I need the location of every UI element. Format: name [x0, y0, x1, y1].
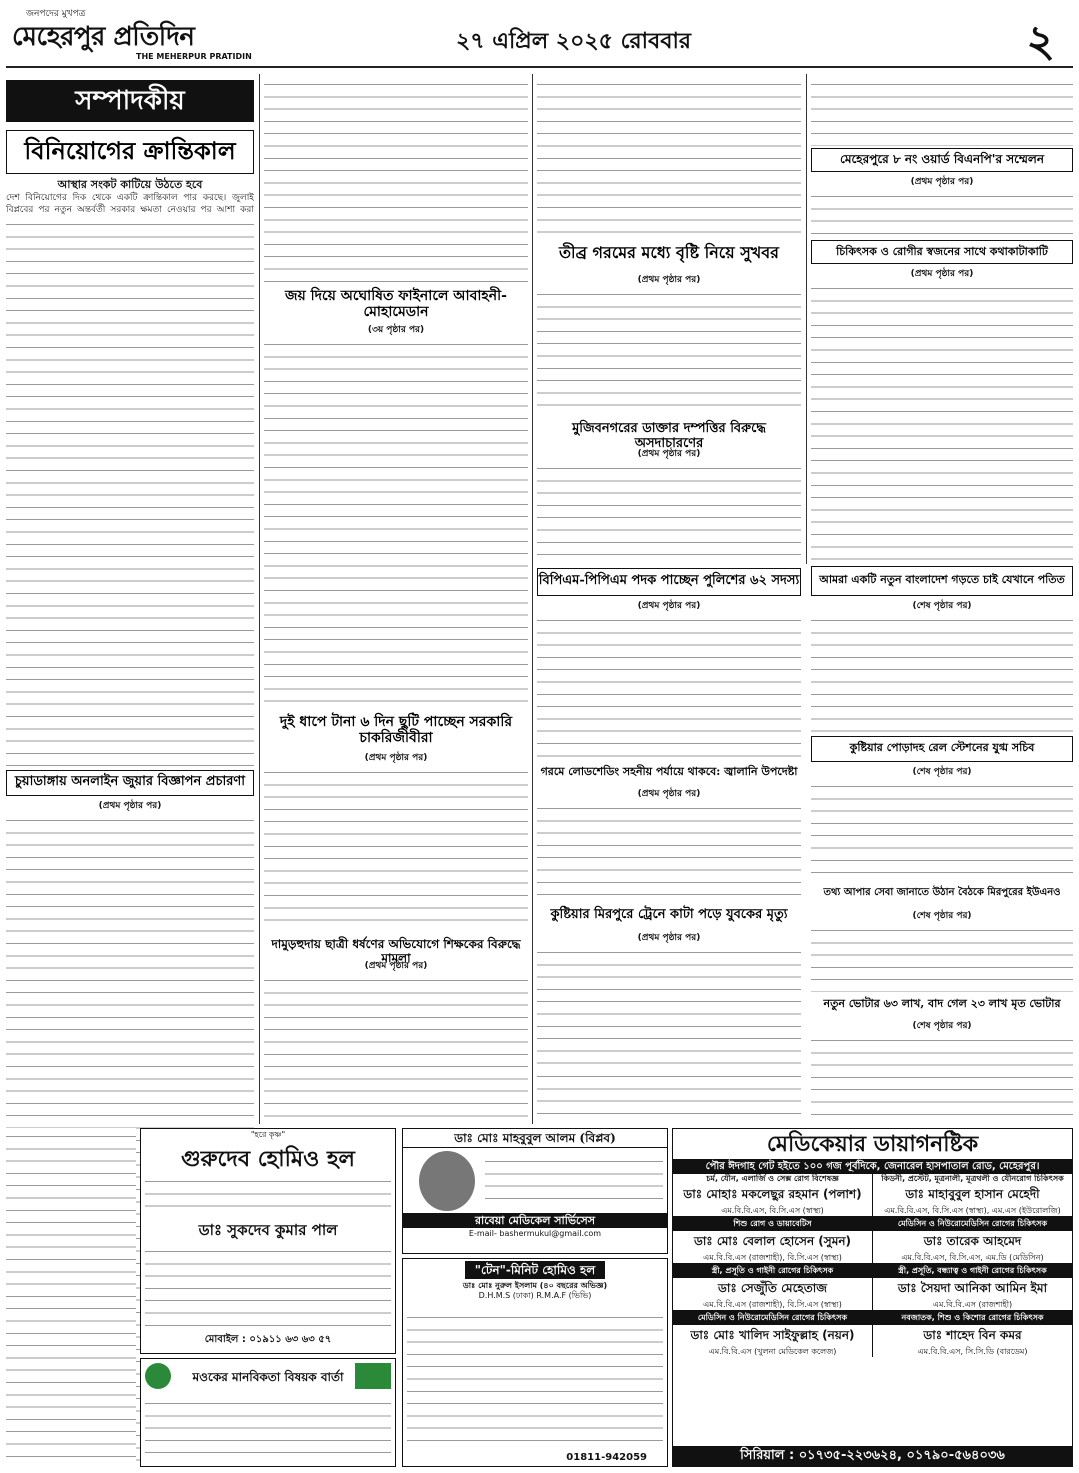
continued-note: (শেষ পৃষ্ঠার পর) — [912, 1021, 972, 1031]
ad-address: পৌর ঈদগাহ গেট হইতে ১০০ গজ পূর্বদিকে, জেনারেল হাসপাতাল রোড, মেহেরপুর। — [673, 1159, 1072, 1174]
article-body — [537, 1068, 801, 1124]
doctor-card: মেডিসিন ও নিউরোমেডিসিন রোগের চিকিৎসক ডাঃ মোঃ খালিদ সাইফুল্লাহ (নয়ন) এম.বি.বি.এস (খুলনা মেডিকেল কলেজ) — [673, 1310, 873, 1357]
headline-box — [811, 240, 1073, 264]
ad-email: E-mail- bashermukul@gmail.com — [468, 1229, 602, 1238]
medicare-diagnostic-ad — [672, 1128, 1073, 1467]
article-body — [6, 1128, 136, 1468]
article-body — [264, 972, 528, 1122]
ad-title: মেডিকেয়ার ডায়াগনষ্টিক — [766, 1131, 979, 1157]
page-number: ২ — [1026, 16, 1055, 67]
headline-box — [264, 934, 528, 965]
newspaper-name-en: THE MEHERPUR PRATIDIN — [136, 52, 252, 61]
headline: নতুন ভোটার ৬৩ লাখ, বাদ গেল ২৩ লাখ মৃত ভোটার — [823, 997, 1061, 1010]
article-body — [537, 460, 801, 564]
headline-box — [811, 148, 1073, 172]
newspaper-name: মেহেরপুর প্রতিদিন — [12, 22, 195, 52]
headline: মেহেরপুরে ৮ নং ওয়ার্ড বিএনপি'র সম্মেলন — [839, 152, 1045, 166]
continued-note: (প্রথম পৃষ্ঠার পর) — [364, 753, 428, 763]
editorial-banner: সম্পাদকীয় — [6, 80, 254, 124]
continued-note: (শেষ পৃষ্ঠার পর) — [912, 911, 972, 921]
ad-title: মওকের মানবিকতা বিষয়ক বার্তা — [192, 1370, 344, 1384]
headline-box — [537, 418, 801, 451]
article-body — [537, 286, 801, 414]
doctor-name: ডাঃ মোঃ মাহবুবুল আলম (বিপ্লব) — [403, 1129, 667, 1148]
continued-note: (৩য় পৃষ্ঠার পর) — [367, 325, 425, 335]
masthead-tagline: জনপদের মুখপত্র — [26, 9, 86, 19]
doctor-name: ডাঃ সুকদেব কুমার পাল — [198, 1221, 338, 1239]
ad-phone: 01811-942059 — [566, 1452, 647, 1463]
editorial-title: বিনিয়োগের ক্রান্তিকাল — [24, 136, 236, 165]
doctor-card: মেডিসিন ও নিউরোমেডিসিন রোগের চিকিৎসক ডাঃ তারেক আহমেদ এম.বি.বি.এস, বি.সি.এস, এম.ডি (মেডিসিন) — [873, 1216, 1072, 1263]
doctor-card: নবজাতক, শিশু ও কিশোর রোগের চিকিৎসক ডাঃ শাহেদ বিন কমর এম.বি.বি.এস, সি.সি.ডি (বারডেম) — [873, 1310, 1072, 1357]
masthead — [6, 4, 1073, 68]
headline: জয় দিয়ে অঘোষিত ফাইনালে আবাহনী-মোহামেডান — [285, 288, 507, 321]
mouk-ad — [140, 1358, 396, 1467]
gurudev-homeo-ad: "হরে কৃষ্ণ" গুরুদেব হোমিও হল ডাঃ সুকদেব কুমার পাল মোবাইল : ০১৯১১ ৬৩ ৬৩ ৫৭ — [140, 1128, 396, 1354]
continued-note: (প্রথম পৃষ্ঠার পর) — [637, 275, 701, 285]
headline-box — [537, 568, 801, 596]
continued-note: (প্রথম পৃষ্ঠার পর) — [910, 177, 974, 187]
continued-note: (প্রথম পৃষ্ঠার পর) — [910, 269, 974, 279]
doctor-photo — [419, 1151, 475, 1211]
headline: বিপিএম-পিপিএম পদক পাচ্ছেন পুলিশের ৬২ সদস্য — [538, 573, 800, 588]
headline-box — [264, 286, 528, 320]
headline: গরমে লোডশেডিং সহনীয় পর্যায়ে থাকবে: জ্বালানি উপদেষ্টা — [540, 765, 798, 778]
doctor-card: স্ত্রী, প্রসূতি, বন্ধ্যাত্ব ও গাইনী রোগের চিকিৎসক ডাঃ সৈয়দা আনিকা আমিন ইমা এম.বি.বি.এস (রাজশাহী) — [873, 1263, 1072, 1310]
issue-date: ২৭ এপ্রিল ২০২৫ রোববার — [456, 28, 691, 54]
editorial-lead: দেশ বিনিয়োগের দিক থেকে একটি ক্রান্তিকাল পার করছে। জুলাই বিপ্লবের পর নতুন অন্তর্বর্তী সরকার ক্ষমতা নেওয়ার পর আশা করা — [6, 193, 254, 216]
headline: কুষ্টিয়ার মিরপুরে ট্রেনে কাটা পড়ে যুবকের মৃত্যু — [550, 907, 788, 922]
article-body — [537, 612, 801, 760]
clinic-name: রাবেয়া মেডিকেল সার্ভিসেস — [403, 1213, 667, 1228]
continued-note: (প্রথম পৃষ্ঠার পর) — [364, 961, 428, 971]
doctor-card: শিশু রোগ ও ডায়াবেটিস ডাঃ মোঃ বেলাল হোসেন (সুমন) এম.বি.বি.এস (রাজশাহী), বি.সি.এস (স্বাস্থ্য) — [673, 1216, 873, 1263]
headline-box — [537, 240, 801, 270]
continued-note: (প্রথম পৃষ্ঠার পর) — [637, 933, 701, 943]
article-body — [537, 800, 801, 900]
headline-box — [537, 904, 801, 930]
headline-box — [537, 762, 801, 786]
serial-number: সিরিয়াল : ০১৭৩৫-২২৩৬২৪, ০১৭৯০-৫৬৪০৩৬ — [673, 1446, 1072, 1466]
headline: দামুড়হুদায় ছাত্রী ধর্ষণের অভিযোগে শিক্ষকের বিরুদ্ধে মামলা — [271, 937, 521, 965]
article-body — [537, 944, 801, 1064]
doctor-name: ডাঃ মোঃ নুরুল ইসলাম (৪০ বছরের অভিজ্ঞ) — [462, 1281, 608, 1290]
article-body — [264, 764, 528, 932]
headline-box — [6, 770, 254, 796]
article-body — [264, 336, 528, 706]
headline: তথ্য আপার সেবা জানাতে উঠান বৈঠকে মিরপুরের ইউএনও — [823, 887, 1061, 898]
ad-phone: মোবাইল : ০১৯১১ ৬৩ ৬৩ ৫৭ — [204, 1334, 332, 1345]
editorial-subtitle: আস্থার সংকট কাটিয়ে উঠতে হবে — [57, 178, 203, 191]
continued-note: (শেষ পৃষ্ঠার পর) — [912, 767, 972, 777]
logo-icon — [145, 1363, 171, 1389]
editorial-body — [6, 216, 254, 766]
article-body — [811, 76, 1073, 146]
headline: চিকিৎসক ও রোগীর স্বজনের সাথে কথাকাটাকাটি — [836, 245, 1048, 258]
column-rule — [532, 74, 533, 1124]
ten-minute-homeo-ad: "টেন"-মিনিট হোমিও হল ডাঃ মোঃ নুরুল ইসলাম (৪০ বছরের অভিজ্ঞ) D.H.M.S (ঢাকা) R.M.A.F (ভিভি) 01811-942059 — [402, 1258, 668, 1467]
column-rule — [806, 74, 807, 564]
doctor-card: কিডনী, প্রস্টেট, মূত্রনালী, মূত্রথলী ও যৌনরোগ চিকিৎসক ডাঃ মাহাবুবুল হাসান মেহেদী এম.বি.বি.এস, বি.সি.এস (স্বাস্থ্য), এম.এস (ইউরোলজি) — [881, 1174, 1064, 1215]
continued-note: (প্রথম পৃষ্ঠার পর) — [637, 601, 701, 611]
doctor-card: স্ত্রী, প্রসূতি ও গাইনী রোগের চিকিৎসক ডাঃ সেজুঁতি মেহেতাজ এম.বি.বি.এস (রাজশাহী), বি.সি.এস (স্বাস্থ্য) — [673, 1263, 873, 1310]
continued-note: (প্রথম পৃষ্ঠার পর) — [637, 449, 701, 459]
headline: মুজিবনগরের ডাক্তার দম্পত্তির বিরুদ্ধে অসদাচারণের — [572, 421, 766, 451]
article-body — [537, 76, 801, 236]
article-body — [811, 280, 1073, 564]
article-body — [811, 188, 1073, 238]
dr-mahbubul-ad — [402, 1128, 668, 1254]
continued-note: (প্রথম পৃষ্ঠার পর) — [98, 801, 162, 811]
editorial-title-box — [6, 130, 254, 174]
ad-title: গুরুদেব হোমিও হল — [181, 1146, 355, 1172]
headline-box — [264, 710, 528, 748]
headline: আমরা একটি নতুন বাংলাদেশ গড়তে চাই যেখানে পতিত — [819, 573, 1065, 586]
continued-note: (প্রথম পৃষ্ঠার পর) — [637, 789, 701, 799]
headline: চুয়াডাঙ্গায় অনলাইন জুয়ার বিজ্ঞাপন প্রচারণা — [14, 774, 246, 789]
doctor-card: চর্ম, যৌন, এলার্জি ও সেক্স রোগ বিশেষজ্ঞ ডাঃ মোহাঃ মকলেছুর রহমান (পলাশ) এম.বি.বি.এস, বি.সি.এস (স্বাস্থ্য) — [673, 1174, 873, 1216]
headline: দুই ধাপে টানা ৬ দিন ছুটি পাচ্ছেন সরকারি চাকরিজীবীরা — [279, 714, 513, 747]
flag-icon — [355, 1363, 391, 1389]
headline: তীব্র গরমের মধ্যে বৃষ্টি নিয়ে সুখবর — [559, 243, 779, 262]
ad-title: "টেন"-মিনিট হোমিও হল — [465, 1261, 605, 1279]
article-body — [264, 76, 528, 282]
column-rule — [259, 74, 260, 1124]
headline: কুষ্টিয়ার পোড়াদহ রেল স্টেশনের যুগ্ম সচিব — [849, 741, 1035, 754]
right-column-lower — [806, 566, 1079, 1126]
continued-note: (শেষ পৃষ্ঠার পর) — [912, 601, 972, 611]
